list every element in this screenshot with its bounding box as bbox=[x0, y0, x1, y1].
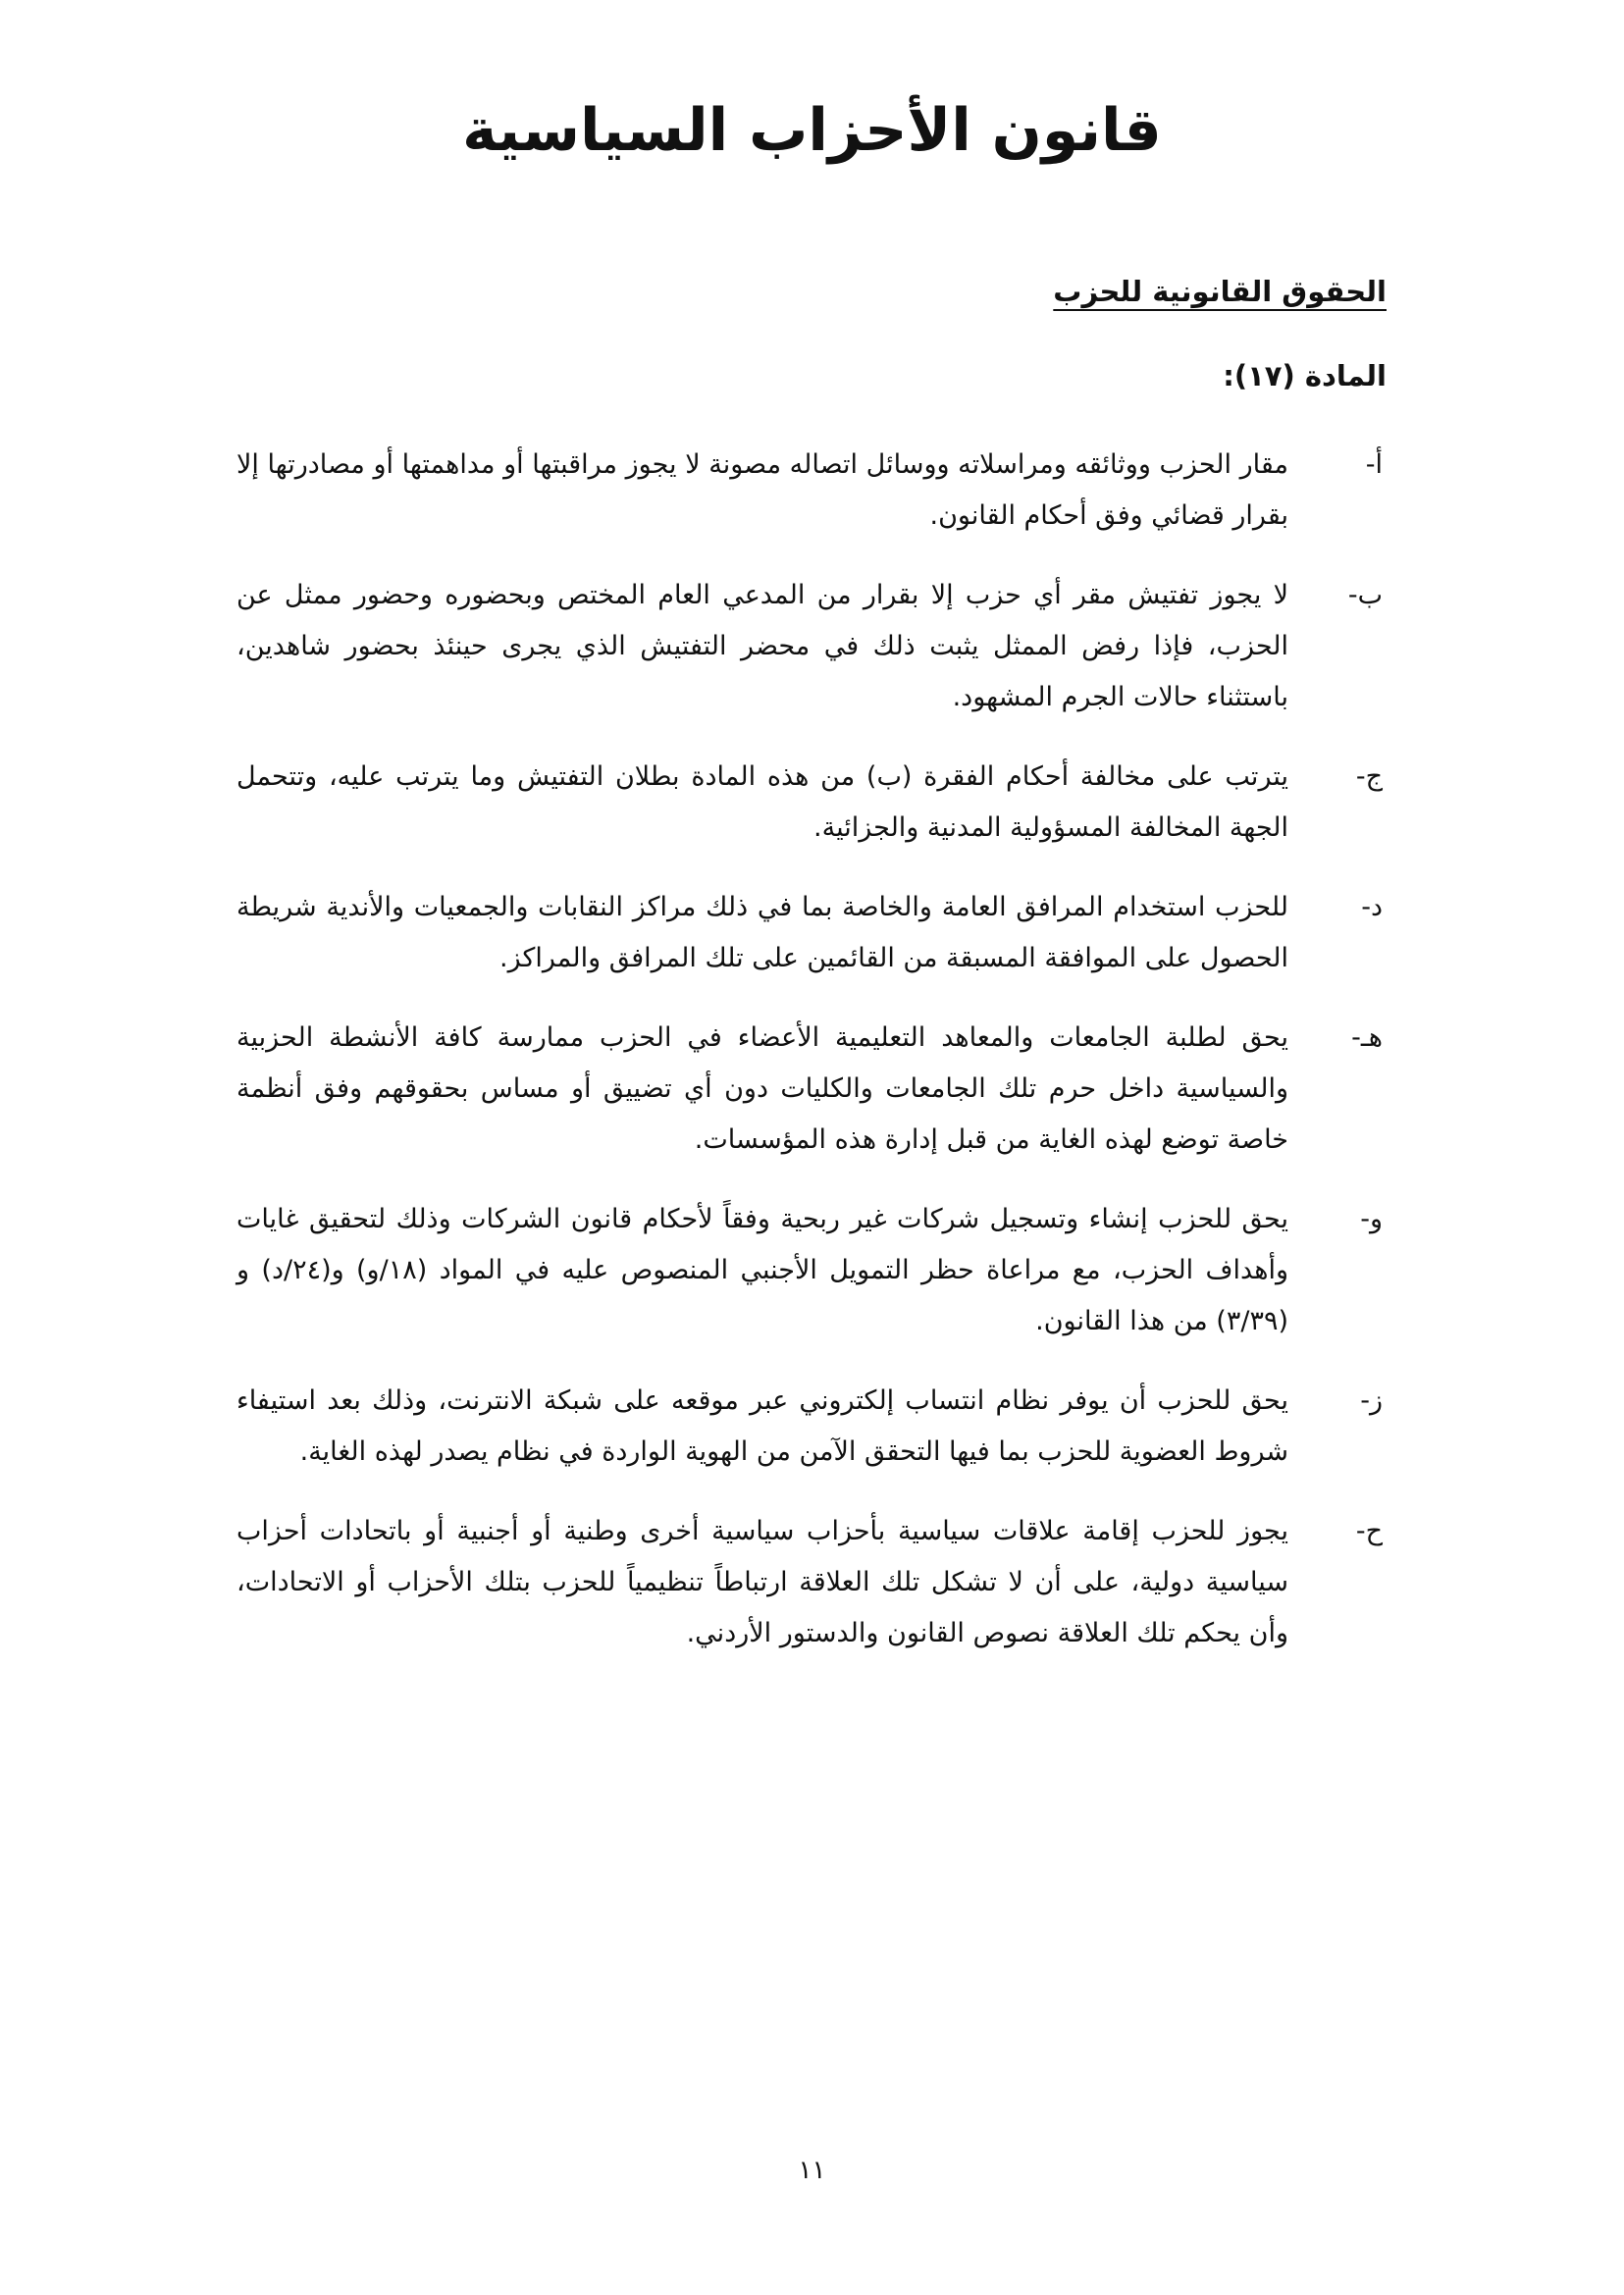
clause-d bbox=[236, 882, 1387, 984]
section-heading: الحقوق القانونية للحزب bbox=[1053, 275, 1387, 308]
clause-text: لا يجوز تفتيش مقر أي حزب إلا بقرار من المدعي العام المختص وبحضوره وحضور ممثل عن الحزب، فإذا رفض الممثل يثبت ذلك في محضر التفتيش الذي يجرى حينئذ بحضور شاهدين، باستثناء حالات الجرم المشهود. bbox=[236, 580, 1288, 712]
clause-letter: و- bbox=[1360, 1204, 1383, 1234]
clause-text: يترتب على مخالفة أحكام الفقرة (ب) من هذه المادة بطلان التفتيش وما يترتب عليه، وتتحمل الجهة المخالفة المسؤولية المدنية والجزائية. bbox=[236, 761, 1288, 843]
clause-h bbox=[236, 1506, 1387, 1659]
clause-text: يحق لطلبة الجامعات والمعاهد التعليمية الأعضاء في الحزب ممارسة كافة الأنشطة الحزبية والسياسية داخل حرم تلك الجامعات والكليات دون أي تضييق أو مساس بحقوقهم وفق أنظمة خاصة توضع لهذه الغاية من قبل إدارة هذه المؤسسات. bbox=[236, 1022, 1288, 1155]
clause-letter: أ- bbox=[1365, 449, 1383, 480]
clause-letter: د- bbox=[1361, 892, 1383, 922]
clause-e bbox=[236, 1013, 1387, 1166]
clause-text: للحزب استخدام المرافق العامة والخاصة بما في ذلك مراكز النقابات والجمعيات والأندية شريطة الحصول على الموافقة المسبقة من القائمين على تلك المرافق والمراكز. bbox=[236, 892, 1288, 973]
clause-letter: هـ- bbox=[1351, 1022, 1383, 1053]
clause-letter: ح- bbox=[1355, 1516, 1383, 1546]
clause-a bbox=[236, 440, 1387, 542]
document-title: قانون الأحزاب السياسية bbox=[462, 96, 1162, 165]
clause-g bbox=[236, 1376, 1387, 1478]
clause-letter: ج- bbox=[1355, 761, 1383, 792]
clause-text: يحق للحزب أن يوفر نظام انتساب إلكتروني عبر موقعه على شبكة الانترنت، وذلك بعد استيفاء شروط العضوية للحزب بما فيها التحقق الآمن من الهوية الواردة في نظام يصدر لهذه الغاية. bbox=[236, 1385, 1288, 1467]
clause-text: يحق للحزب إنشاء وتسجيل شركات غير ربحية وفقاً لأحكام قانون الشركات وذلك لتحقيق غايات وأهداف الحزب، مع مراعاة حظر التمويل الأجنبي المنصوص عليه في المواد (١٨/و) و(٢٤/د) و (٣/٣٩) من هذا القانون. bbox=[236, 1204, 1288, 1336]
article-heading: المادة (١٧): bbox=[1223, 359, 1387, 392]
clause-c bbox=[236, 752, 1387, 854]
clause-letter: ز- bbox=[1360, 1385, 1383, 1416]
clause-letter: ب- bbox=[1347, 580, 1383, 610]
clause-list bbox=[236, 440, 1387, 1688]
page-number: ١١ bbox=[798, 2156, 826, 2185]
clause-text: يجوز للحزب إقامة علاقات سياسية بأحزاب سياسية أخرى وطنية أو أجنبية أو باتحادات أحزاب سياسية دولية، على أن لا تشكل تلك العلاقة ارتباطاً تنظيمياً للحزب بتلك الأحزاب أو الاتحادات، وأن يحكم تلك العلاقة نصوص القانون والدستور الأردني. bbox=[236, 1516, 1288, 1648]
clause-text: مقار الحزب ووثائقه ومراسلاته ووسائل اتصاله مصونة لا يجوز مراقبتها أو مداهمتها أو مصادرتها إلا بقرار قضائي وفق أحكام القانون. bbox=[236, 449, 1288, 531]
clause-b bbox=[236, 570, 1387, 723]
clause-f bbox=[236, 1194, 1387, 1347]
